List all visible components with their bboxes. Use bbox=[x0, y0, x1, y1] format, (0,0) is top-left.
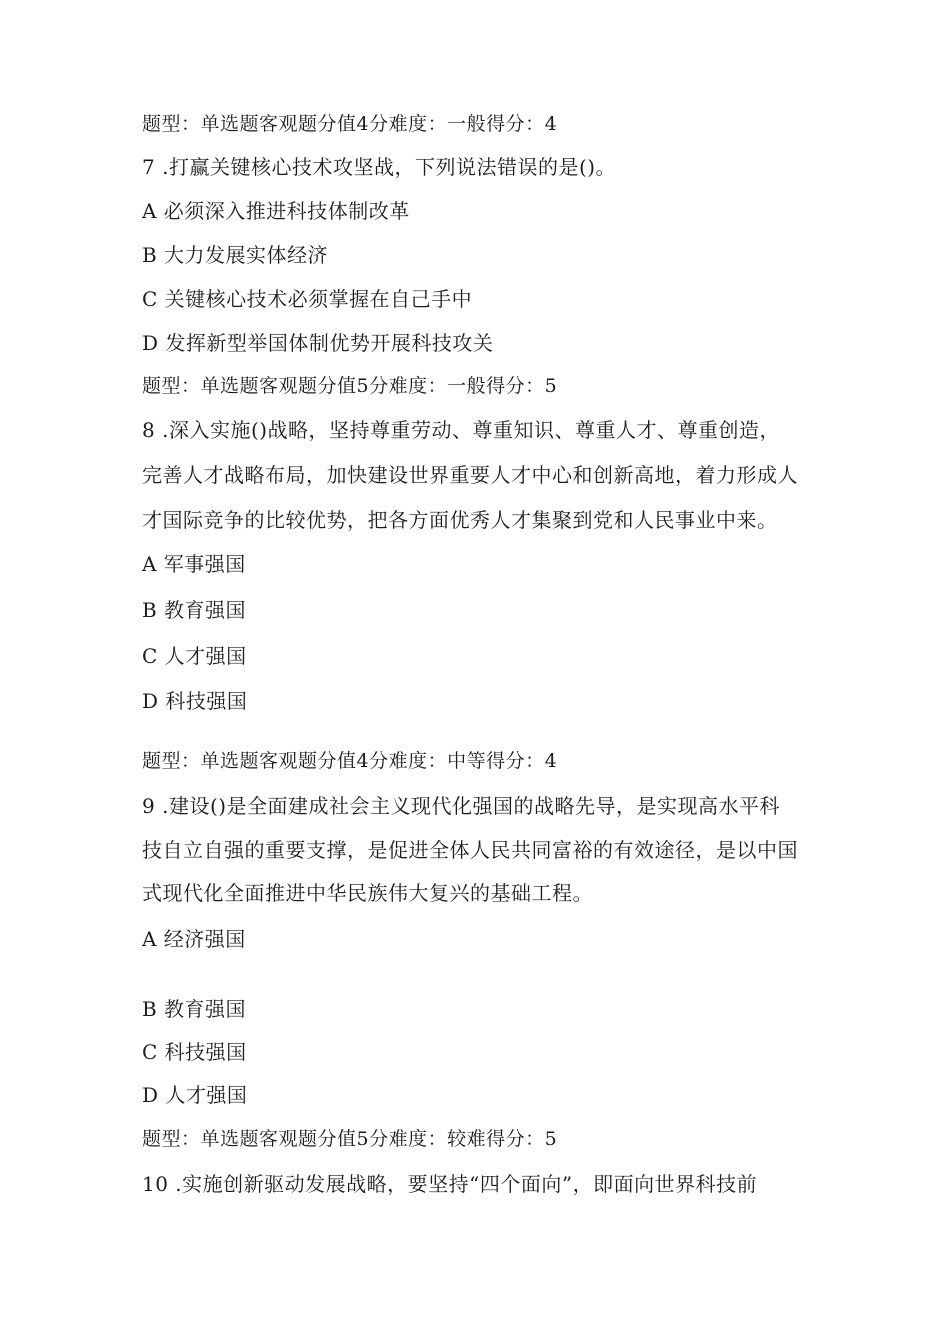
option-a: A 经济强国 bbox=[142, 927, 246, 951]
question-stem: 才国际竞争的比较优势，把各方面优秀人才集聚到党和人民事业中来。 bbox=[142, 508, 778, 532]
question-meta: 题型：单选题客观题分值4分难度：一般得分：4 bbox=[142, 113, 558, 135]
question-stem: 7 .打赢关键核心技术攻坚战，下列说法错误的是()。 bbox=[142, 155, 617, 179]
option-d: D 科技强国 bbox=[142, 689, 248, 713]
question-meta: 题型：单选题客观题分值5分难度：一般得分：5 bbox=[142, 375, 558, 397]
option-c: C 关键核心技术必须掌握在自己手中 bbox=[142, 287, 473, 311]
question-stem: 技自立自强的重要支撑，是促进全体人民共同富裕的有效途径，是以中国 bbox=[142, 838, 798, 862]
question-meta: 题型：单选题客观题分值4分难度：中等得分：4 bbox=[142, 750, 558, 772]
option-a: A 必须深入推进科技体制改革 bbox=[142, 199, 410, 223]
option-d: D 发挥新型举国体制优势开展科技攻关 bbox=[142, 331, 494, 355]
question-stem: 10 .实施创新驱动发展战略，要坚持“四个面向”，即面向世界科技前 bbox=[142, 1172, 758, 1196]
option-c: C 人才强国 bbox=[142, 644, 247, 668]
question-stem: 式现代化全面推进中华民族伟大复兴的基础工程。 bbox=[142, 881, 593, 905]
option-a: A 军事强国 bbox=[142, 552, 246, 576]
option-b: B 教育强国 bbox=[142, 598, 247, 622]
question-stem: 8 .深入实施()战略，坚持尊重劳动、尊重知识、尊重人才、尊重创造， bbox=[142, 418, 781, 442]
question-stem: 完善人才战略布局，加快建设世界重要人才中心和创新高地，着力形成人 bbox=[142, 463, 798, 487]
option-b: B 教育强国 bbox=[142, 997, 247, 1021]
question-stem: 9 .建设()是全面建成社会主义现代化强国的战略先导，是实现高水平科 bbox=[142, 794, 781, 818]
option-d: D 人才强国 bbox=[142, 1083, 248, 1107]
option-b: B 大力发展实体经济 bbox=[142, 243, 329, 267]
option-c: C 科技强国 bbox=[142, 1040, 247, 1064]
question-meta: 题型：单选题客观题分值5分难度：较难得分：5 bbox=[142, 1128, 558, 1150]
